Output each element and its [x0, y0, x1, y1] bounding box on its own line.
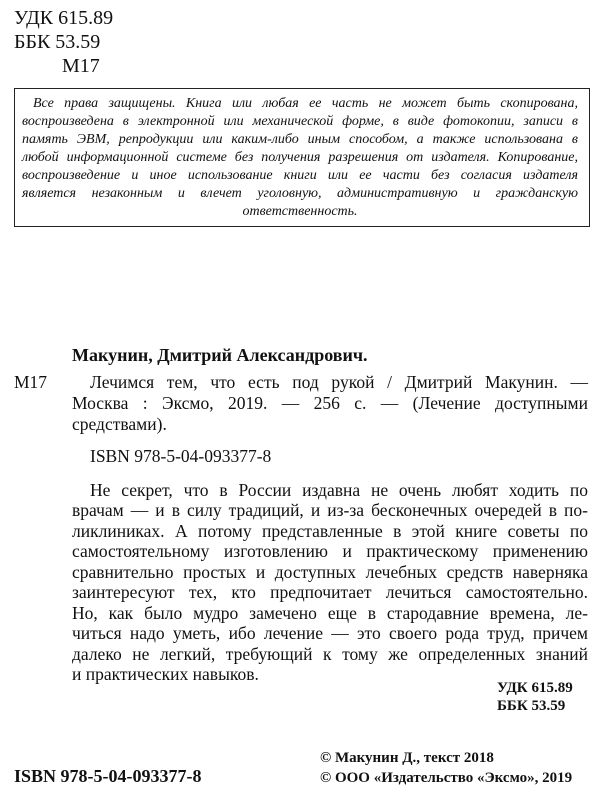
notice-line: любой информационной системе без получения разрешения от издателя. Копирование, — [22, 149, 578, 165]
copyright-notice-box — [14, 88, 590, 227]
notice-line: является незаконным и влечет уголовную, административную и гражданскую — [22, 185, 578, 201]
record-author-mark: М17 — [14, 371, 48, 392]
index-block — [497, 679, 573, 715]
annotation-line: врачам — и в силу традиций, и из-за бесконечных очередей в по- — [72, 500, 588, 521]
description-line-last: средствами). — [72, 413, 167, 434]
bbk-code: ББК 53.59 — [14, 31, 101, 53]
author-mark: М17 — [62, 55, 100, 77]
annotation-line: заинтересуют тех, кто предпочитает лечиться самостоятельно. — [72, 582, 588, 603]
top-classification — [14, 6, 113, 78]
copyright-publisher: © ООО «Издательство «Эксмо», 2019 — [320, 770, 573, 786]
annotation-line: сравнительно простых и доступных лечебных средств наверняка — [72, 561, 588, 582]
author-heading: Макунин, Дмитрий Александрович. — [72, 345, 368, 365]
annotation — [72, 480, 588, 685]
copyright-author: © Макунин Д., текст 2018 — [320, 750, 494, 766]
description-line: Москва : Эксмо, 2019. — 256 с. — (Лечение доступными — [72, 392, 588, 413]
description-line: Лечимся тем, что есть под рукой / Дмитрий Макунин. — — [90, 371, 588, 392]
annotation-line: Не секрет, что в России издавна не очень любят ходить по — [90, 479, 588, 500]
annotation-line: далеко не легкий, требующий к тому же определенных знаний — [72, 643, 588, 664]
notice-line: воспроизведение и иное использование книги или ее части без согласия издателя — [22, 167, 578, 183]
notice-line-last: ответственность. — [242, 203, 358, 219]
copyright-lines — [320, 748, 572, 788]
annotation-line: Но, как было мудро замечено еще в стародавние времена, ле- — [72, 602, 588, 623]
annotation-line: ликлиниках. А потому представленные в этой книге советы по — [72, 520, 588, 541]
annotation-line-last: и практических навыков. — [72, 664, 259, 685]
footer-isbn: ISBN 978-5-04-093377-8 — [14, 766, 202, 786]
udk-code: УДК 615.89 — [14, 7, 114, 29]
bibliographic-description — [72, 372, 588, 435]
notice-line: Все права защищены. Книга или любая ее часть не может быть скопирована, — [33, 95, 578, 111]
record-isbn: ISBN 978-5-04-093377-8 — [90, 445, 272, 466]
index-udk: УДК 615.89 — [497, 680, 573, 696]
notice-line: память ЭВМ, репродукции или каким-либо иным способом, а также использована в — [22, 131, 578, 147]
index-bbk: ББК 53.59 — [497, 698, 566, 714]
annotation-line: самостоятельному изготовлению и практическому применению — [72, 541, 588, 562]
notice-line: воспроизведена в электронной или механической форме, в виде фотокопии, записи в — [22, 113, 578, 129]
annotation-line: читься надо уметь, ибо лечение — это своего рода труд, причем — [72, 623, 588, 644]
